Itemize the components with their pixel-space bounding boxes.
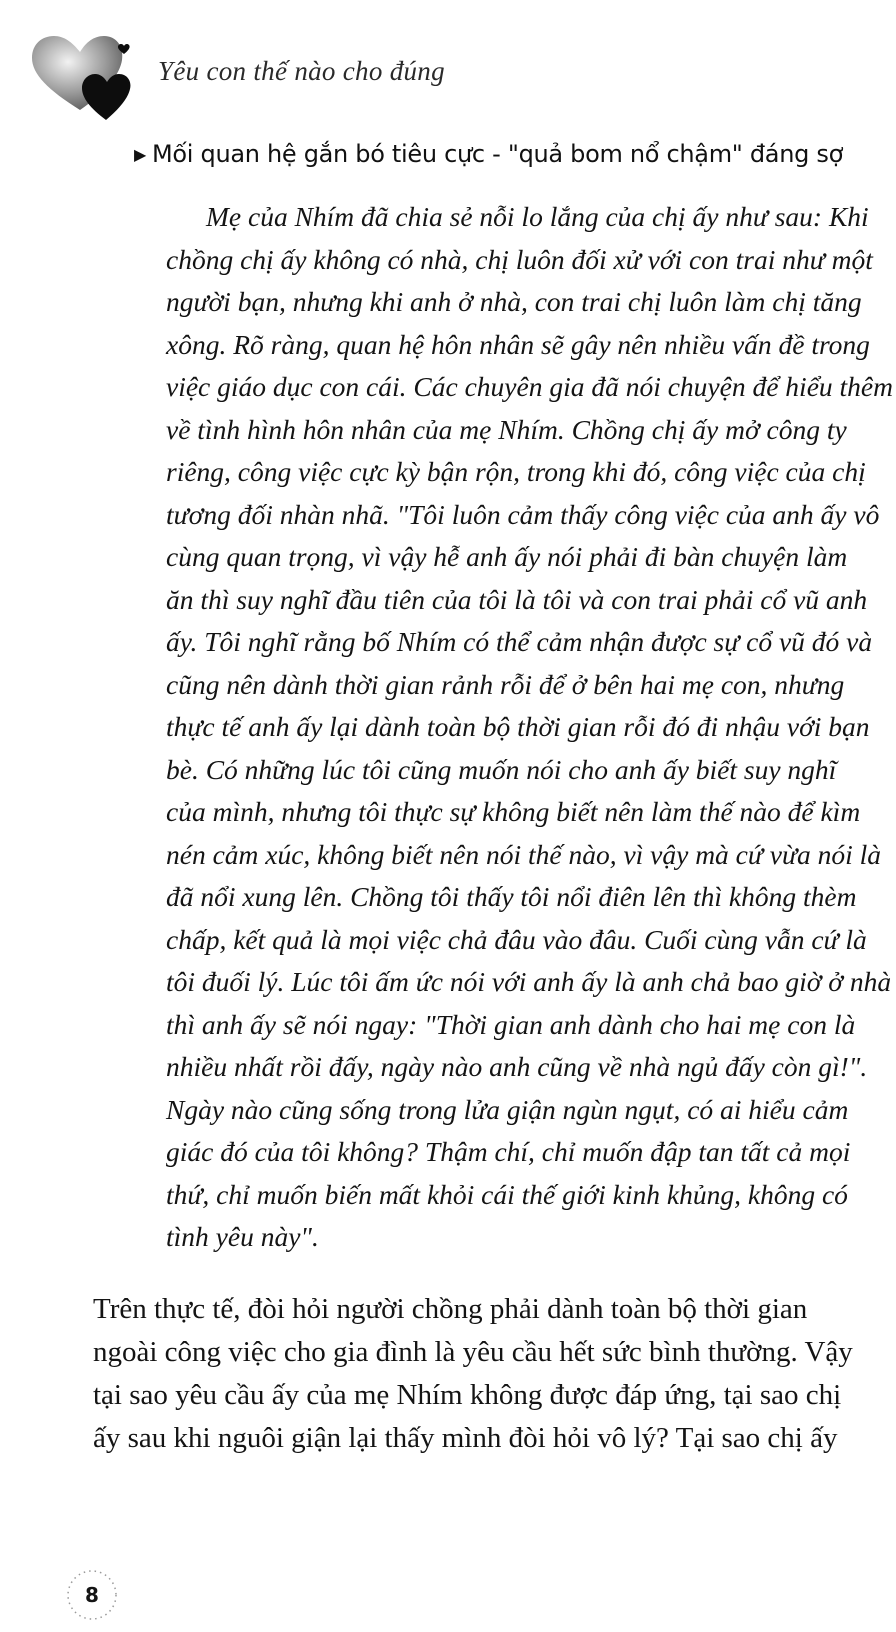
- quote-line: nén cảm xúc, không biết nên nói thế nào, vì vậy mà cứ vừa nói là: [166, 838, 881, 870]
- quote-line: về tình hình hôn nhân của mẹ Nhím. Chồng chị ấy mở công ty: [166, 413, 847, 445]
- page-number: 8: [85, 1583, 99, 1607]
- quote-line: tình yêu này".: [166, 1221, 319, 1252]
- quote-line: giác đó của tôi không? Thậm chí, chỉ muốn đập tan tất cả mọi: [166, 1136, 851, 1167]
- section-heading: [134, 140, 874, 168]
- paragraph-line: ngoài công việc cho gia đình là yêu cầu hết sức bình thường. Vậy: [93, 1336, 853, 1368]
- quote-line: cùng quan trọng, vì vậy hễ anh ấy nói phải đi bàn chuyện làm: [166, 541, 848, 572]
- page-header: [28, 28, 588, 128]
- quote-line: việc giáo dục con cái. Các chuyên gia đã nói chuyện để hiểu thêm: [166, 371, 893, 402]
- quote-line: tương đối nhàn nhã. "Tôi luôn cảm thấy công việc của anh ấy vô: [166, 498, 880, 530]
- quote-line: Ngày nào cũng sống trong lửa giận ngùn ngụt, có ai hiểu cảm: [166, 1093, 849, 1125]
- hearts-icon: [28, 28, 158, 128]
- quote-line: của mình, nhưng tôi thực sự không biết nên làm thế nào để kìm: [166, 796, 861, 827]
- quote-line: thứ, chỉ muốn biến mất khỏi cái thế giới kinh khủng, không có: [166, 1178, 848, 1210]
- quote-line: tôi đuối lý. Lúc tôi ấm ức nói với anh ấy là anh chả bao giờ ở nhà: [166, 966, 892, 997]
- quote-line: ấy. Tôi nghĩ rằng bố Nhím có thể cảm nhận được sự cổ vũ đó và: [166, 626, 873, 657]
- quote-line: chồng chị ấy không có nhà, chị luôn đối xử với con trai như một: [166, 243, 873, 275]
- paragraph-line: Trên thực tế, đòi hỏi người chồng phải dành toàn bộ thời gian: [93, 1293, 808, 1325]
- quote-line: riêng, công việc cực kỳ bận rộn, trong khi đó, công việc của chị: [166, 456, 866, 487]
- paragraph-line: ấy sau khi nguôi giận lại thấy mình đòi hỏi vô lý? Tại sao chị ấy: [93, 1422, 838, 1454]
- quote-line: Mẹ của Nhím đã chia sẻ nỗi lo lắng của chị ấy như sau: Khi: [206, 201, 869, 232]
- running-title: Yêu con thế nào cho đúng: [158, 56, 445, 86]
- quote-line: nhiều nhất rồi đấy, ngày nào anh cũng về nhà ngủ đấy còn gì!".: [166, 1051, 868, 1082]
- quote-line: bè. Có những lúc tôi cũng muốn nói cho anh ấy biết suy nghĩ: [166, 753, 837, 785]
- quote-line: người bạn, nhưng khi anh ở nhà, con trai chị luôn làm chị tăng: [166, 286, 862, 317]
- paragraph-line: tại sao yêu cầu ấy của mẹ Nhím không được đáp ứng, tại sao chị: [93, 1379, 842, 1411]
- quote-line: chấp, kết quả là mọi việc chả đâu vào đâu. Cuối cùng vẫn cứ là: [166, 923, 867, 955]
- quote-line: thì anh ấy sẽ nói ngay: "Thời gian anh dành cho hai mẹ con là: [166, 1008, 856, 1040]
- quote-line: ăn thì suy nghĩ đầu tiên của tôi là tôi và con trai phải cổ vũ anh: [166, 583, 868, 615]
- body-paragraph: [93, 1288, 883, 1460]
- quote-line: cũng nên dành thời gian rảnh rỗi để ở bên hai mẹ con, nhưng: [166, 668, 845, 700]
- quote-line: thực tế anh ấy lại dành toàn bộ thời gian rỗi đó đi nhậu với bạn: [166, 711, 870, 742]
- quote-block: [166, 196, 893, 1259]
- triangle-bullet-icon: ▶: [134, 145, 147, 164]
- section-heading-text: Mối quan hệ gắn bó tiêu cực - "quả bom nổ chậm" đáng sợ: [152, 140, 843, 168]
- quote-line: xông. Rõ ràng, quan hệ hôn nhân sẽ gây nên nhiều vấn đề trong: [166, 328, 870, 360]
- quote-line: đã nổi xung lên. Chồng tôi thấy tôi nổi điên lên thì không thèm: [166, 881, 857, 912]
